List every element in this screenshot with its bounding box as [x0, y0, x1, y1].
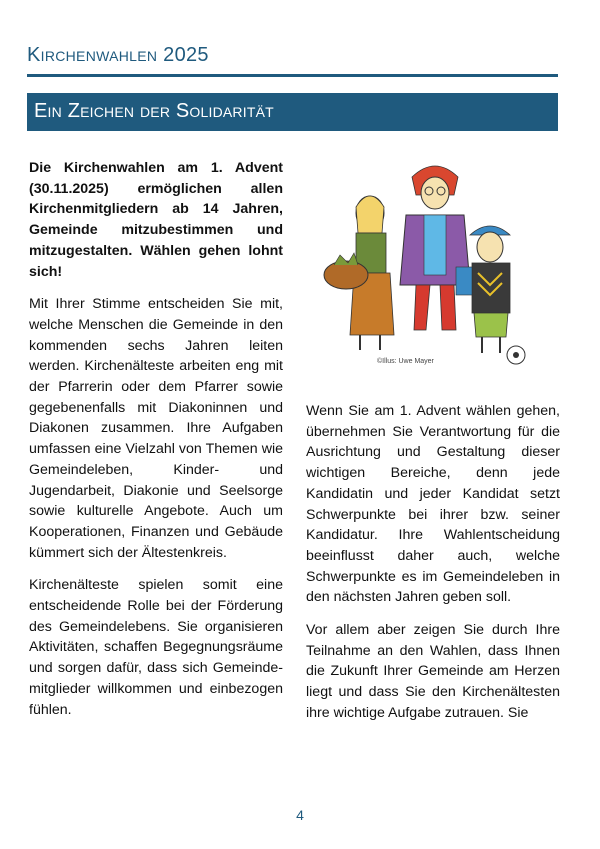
- body-paragraph: Vor allem aber zeigen Sie durch Ihre Teilnahme an den Wahlen, dass Ihnen die Zukunft Ihrer Gemeinde am Herzen liegt und dass Sie den Kirchenältesten ihre wichtige Aufgabe zutrauen. Sie: [306, 622, 560, 721]
- section-banner: [27, 93, 558, 131]
- illustration-credit: ©Illus: Uwe Mayer: [377, 358, 434, 365]
- body-paragraph: Wenn Sie am 1. Advent wählen gehen, übernehmen Sie Verantwortung für die Ausrichtung und Gestaltung dieser wichtigen Bereiche, denn jede Kandidatin und jeder Kandidat setzt Schwerpunkte bei ihrer bzw. seiner Kandidatur. Ihre Wahlentscheidung beeinflusst daher auch, welche Schwerpunkte es im Gemeindeleben in den nächsten Jahren geben soll.: [306, 403, 560, 606]
- page-number: 4: [296, 807, 304, 823]
- body-paragraph: Kirchenälteste spielen somit eine entscheidende Rolle bei der Förderung des Gemeindelebens. Sie organisieren Aktivitäten, schaffen Begegnungsräume und sorgen dafür, dass sich Gemeindemitglieder willkommen und einbezogen fühlen.: [29, 577, 283, 718]
- page-header-title: Kirchenwahlen 2025: [27, 44, 209, 66]
- illustration-three-people: [320, 155, 560, 370]
- right-column: [306, 401, 560, 736]
- section-title: Ein Zeichen der Solidarität: [34, 100, 274, 122]
- person-left-figure: [324, 196, 394, 350]
- header-divider: [27, 74, 558, 77]
- person-middle-figure: [400, 166, 470, 330]
- body-paragraph: Mit Ihrer Stimme entscheiden Sie mit, welche Menschen die Gemeinde in den kommenden sechs Jahren leiten werden. Kirchenälteste arbeiten eng mit der Pfarrerin oder dem Pfarrer sowie gegebenenfalls mit Diakoninnen und Diakonen zusammen. Ihre Aufgaben umfassen eine Vielzahl von Themen wie Gemeindeleben, Kinder- und Jugendarbeit, Diakonie und Seelsorge sowie kulturelle Angebote. Auch um Kooperationen, Finanzen und Gebäude kümmert sich der Ältestenkreis.: [29, 296, 283, 561]
- left-column: [29, 158, 283, 732]
- lead-paragraph: Die Kirchenwahlen am 1. Advent (30.11.2025) ermöglichen allen Kirchenmitgliedern ab 14 Jahren, Gemeinde mitzubestimmen und mitzugestalten. Wählen gehen lohnt sich!: [29, 160, 283, 280]
